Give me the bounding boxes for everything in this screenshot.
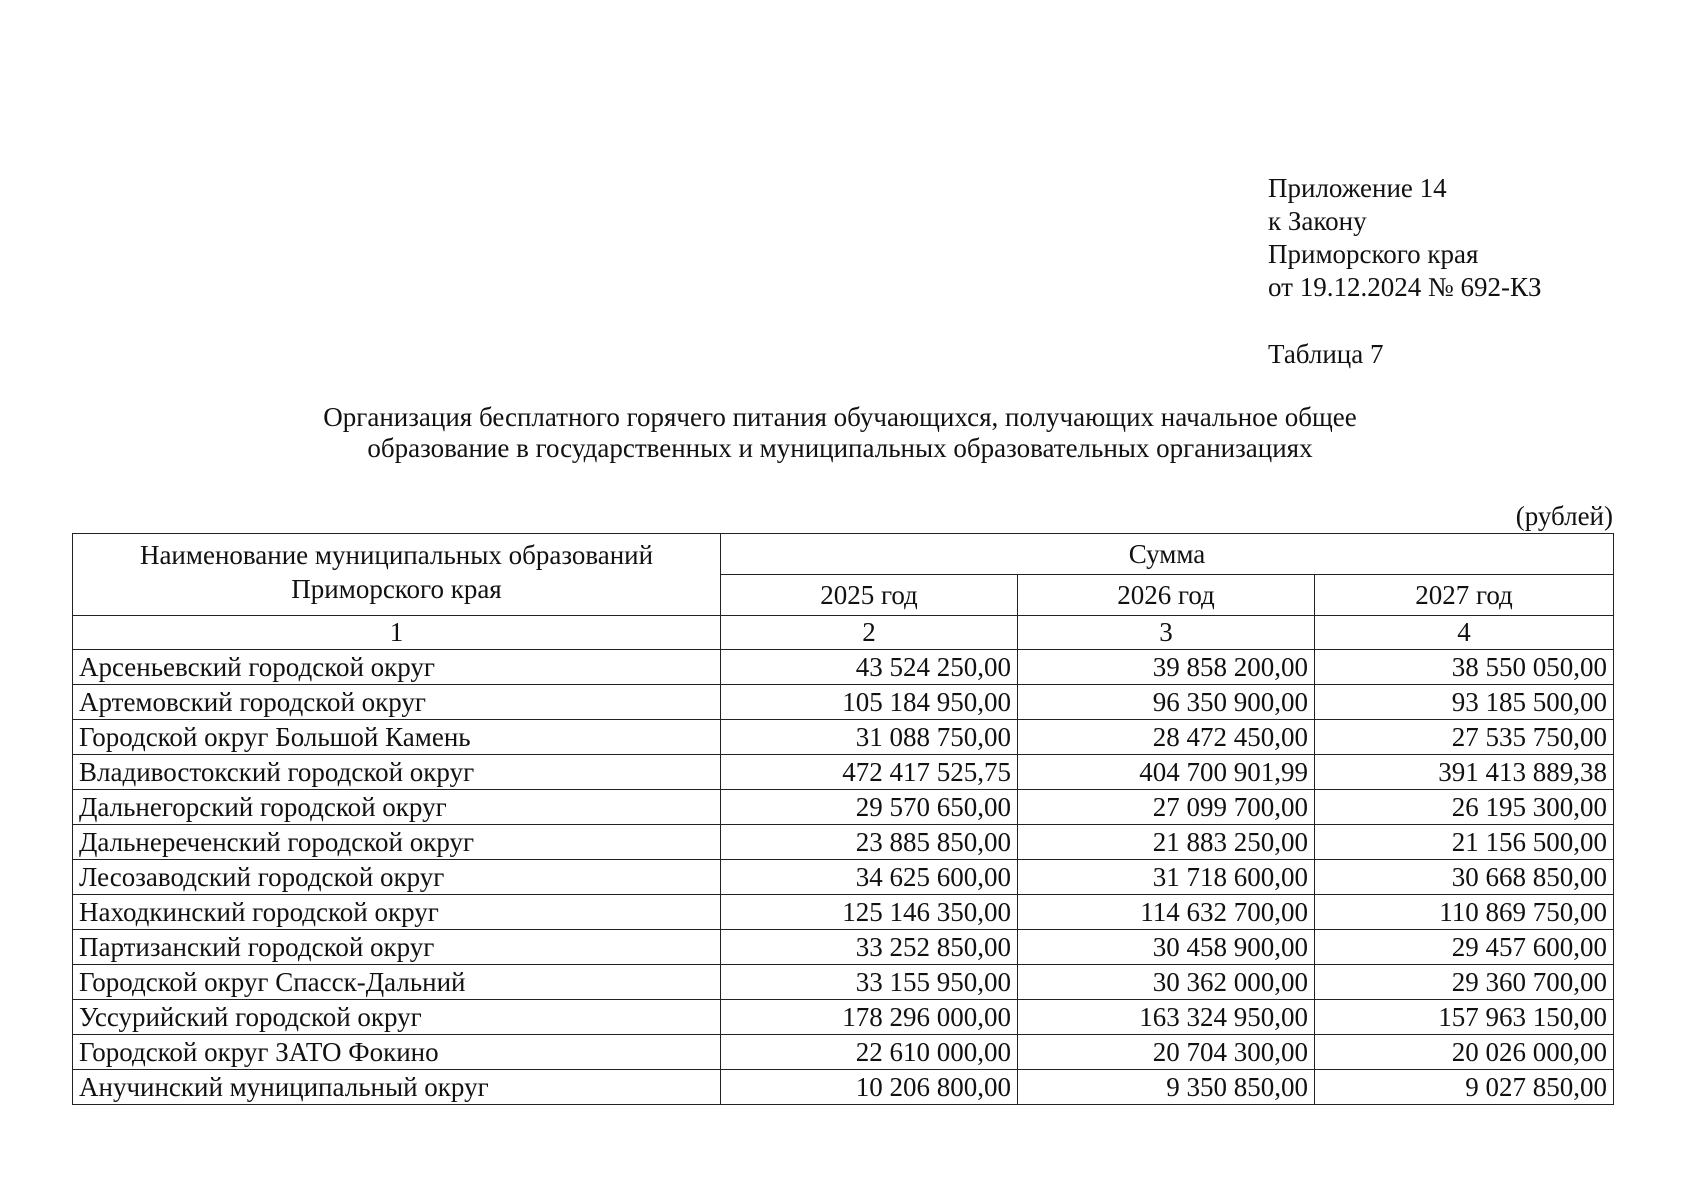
amount-2025: 33 155 950,00	[721, 965, 1018, 1000]
data-table	[72, 533, 1614, 1105]
municipality-name: Находкинский городской округ	[73, 895, 721, 930]
amount-2026: 31 718 600,00	[1018, 860, 1315, 895]
header-line: Наименование муниципальных образований	[139, 540, 654, 570]
table-row	[73, 825, 1614, 860]
column-number: 3	[1018, 616, 1315, 650]
table-row	[73, 1035, 1614, 1070]
amount-2027: 391 413 889,38	[1315, 755, 1614, 790]
amount-2026: 21 883 250,00	[1018, 825, 1315, 860]
amount-2027: 29 457 600,00	[1315, 930, 1614, 965]
document-title	[240, 402, 1440, 464]
amount-2026: 9 350 850,00	[1018, 1070, 1315, 1105]
column-number: 2	[721, 616, 1018, 650]
appendix-line: Приморского края	[1268, 239, 1479, 269]
municipality-column-header	[73, 534, 721, 616]
year-header-2027: 2027 год	[1315, 575, 1614, 616]
column-number: 1	[73, 616, 721, 650]
amount-2025: 31 088 750,00	[721, 720, 1018, 755]
appendix-line: от 19.12.2024 № 692-КЗ	[1268, 272, 1542, 302]
amount-2025: 472 417 525,75	[721, 755, 1018, 790]
amount-2027: 157 963 150,00	[1315, 1000, 1614, 1035]
amount-2025: 10 206 800,00	[721, 1070, 1018, 1105]
amount-2027: 38 550 050,00	[1315, 650, 1614, 685]
amount-2025: 34 625 600,00	[721, 860, 1018, 895]
amount-2025: 43 524 250,00	[721, 650, 1018, 685]
amount-2026: 20 704 300,00	[1018, 1035, 1315, 1070]
table-row	[73, 895, 1614, 930]
table-row	[73, 650, 1614, 685]
amount-2027: 110 869 750,00	[1315, 895, 1614, 930]
table-number-label: Таблица 7	[1268, 339, 1384, 369]
amount-2027: 29 360 700,00	[1315, 965, 1614, 1000]
appendix-line: Приложение 14	[1268, 173, 1447, 203]
amount-2025: 33 252 850,00	[721, 930, 1018, 965]
table-row	[73, 1000, 1614, 1035]
amount-2025: 29 570 650,00	[721, 790, 1018, 825]
amount-2027: 30 668 850,00	[1315, 860, 1614, 895]
municipality-name: Дальнереченский городской округ	[73, 825, 721, 860]
amount-2026: 30 458 900,00	[1018, 930, 1315, 965]
year-header-2026: 2026 год	[1018, 575, 1315, 616]
municipality-name: Дальнегорский городской округ	[73, 790, 721, 825]
table-row	[73, 790, 1614, 825]
appendix-block	[1268, 172, 1541, 304]
amount-2026: 30 362 000,00	[1018, 965, 1315, 1000]
municipality-name: Городской округ ЗАТО Фокино	[73, 1035, 721, 1070]
amount-2026: 404 700 901,99	[1018, 755, 1315, 790]
amount-2025: 105 184 950,00	[721, 685, 1018, 720]
appendix-line: к Закону	[1268, 206, 1367, 236]
municipality-name: Артемовский городской округ	[73, 685, 721, 720]
table-row	[73, 1070, 1614, 1105]
table-row	[73, 860, 1614, 895]
amount-2026: 96 350 900,00	[1018, 685, 1315, 720]
municipality-name: Арсеньевский городской округ	[73, 650, 721, 685]
amount-2027: 27 535 750,00	[1315, 720, 1614, 755]
amount-2026: 39 858 200,00	[1018, 650, 1315, 685]
title-line: Организация бесплатного горячего питания обучающихся, получающих начальное общее	[323, 402, 1357, 432]
header-line: Приморского края	[291, 574, 502, 604]
amount-2026: 28 472 450,00	[1018, 720, 1315, 755]
amount-2026: 114 632 700,00	[1018, 895, 1315, 930]
amount-2027: 26 195 300,00	[1315, 790, 1614, 825]
amount-2025: 22 610 000,00	[721, 1035, 1018, 1070]
municipality-name: Партизанский городской округ	[73, 930, 721, 965]
municipality-name: Городской округ Большой Камень	[73, 720, 721, 755]
amount-2027: 93 185 500,00	[1315, 685, 1614, 720]
amount-2025: 23 885 850,00	[721, 825, 1018, 860]
amount-2025: 178 296 000,00	[721, 1000, 1018, 1035]
municipality-name: Уссурийский городской округ	[73, 1000, 721, 1035]
amount-2026: 163 324 950,00	[1018, 1000, 1315, 1035]
table-row	[73, 930, 1614, 965]
municipality-name: Владивостокский городской округ	[73, 755, 721, 790]
title-line: образование в государственных и муниципальных образовательных организациях	[367, 433, 1313, 463]
table-row	[73, 685, 1614, 720]
municipality-name: Лесозаводский городской округ	[73, 860, 721, 895]
amount-2025: 125 146 350,00	[721, 895, 1018, 930]
table-row	[73, 965, 1614, 1000]
column-number: 4	[1315, 616, 1614, 650]
municipality-name: Городской округ Спасск-Дальний	[73, 965, 721, 1000]
amount-2027: 20 026 000,00	[1315, 1035, 1614, 1070]
table-row	[73, 720, 1614, 755]
amount-2026: 27 099 700,00	[1018, 790, 1315, 825]
amount-2027: 9 027 850,00	[1315, 1070, 1614, 1105]
year-header-2025: 2025 год	[721, 575, 1018, 616]
unit-label: (рублей)	[1515, 501, 1613, 531]
sum-header: Сумма	[721, 534, 1614, 575]
amount-2027: 21 156 500,00	[1315, 825, 1614, 860]
table-row	[73, 755, 1614, 790]
municipality-name: Анучинский муниципальный округ	[73, 1070, 721, 1105]
